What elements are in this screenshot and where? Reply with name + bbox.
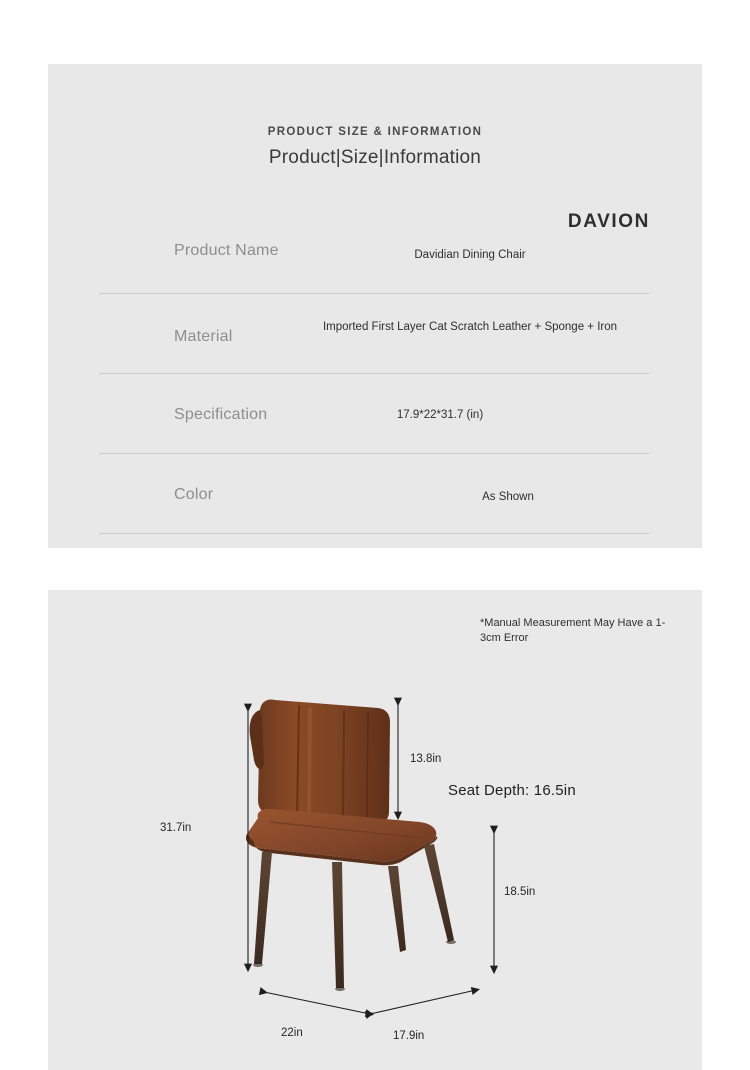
table-row xyxy=(100,476,650,556)
page-title: Product|Size|Information xyxy=(268,147,482,168)
depth-label: 22in xyxy=(281,1027,303,1039)
chair-dimension-illustration xyxy=(48,590,702,1070)
measurement-note: *Manual Measurement May Have a 1-3cm Error xyxy=(480,617,666,644)
width-label: 17.9in xyxy=(393,1030,425,1042)
dimension-diagram-panel xyxy=(48,590,702,1070)
table-row xyxy=(100,316,650,396)
spec-value-color: As Shown xyxy=(482,491,534,503)
spec-label-color: Color xyxy=(174,486,214,503)
row-divider xyxy=(100,293,650,294)
table-row xyxy=(100,396,650,476)
row-divider xyxy=(100,533,650,534)
chair-image xyxy=(246,699,456,991)
spec-label-material: Material xyxy=(174,328,233,345)
spec-label-specification: Specification xyxy=(174,406,268,423)
seat-height-label: 18.5in xyxy=(504,886,536,898)
row-divider xyxy=(100,453,650,454)
table-row xyxy=(100,236,650,316)
specification-table xyxy=(100,236,650,556)
brand-name: DAVION xyxy=(567,211,650,232)
product-information-panel xyxy=(48,64,702,548)
total-height-label: 31.7in xyxy=(160,822,192,834)
spec-value-product-name: Davidian Dining Chair xyxy=(414,249,526,261)
spec-value-specification: 17.9*22*31.7 (in) xyxy=(396,409,484,421)
row-divider xyxy=(100,373,650,374)
spec-label-product-name: Product Name xyxy=(174,242,279,259)
heading-eyebrow: PRODUCT SIZE & INFORMATION xyxy=(267,126,483,138)
panel-heading xyxy=(48,64,702,169)
back-height-label: 13.8in xyxy=(410,753,442,765)
seat-depth-label: Seat Depth: 16.5in xyxy=(448,782,576,799)
spec-value-material: Imported First Layer Cat Scratch Leather + Sponge + Iron xyxy=(322,321,618,333)
